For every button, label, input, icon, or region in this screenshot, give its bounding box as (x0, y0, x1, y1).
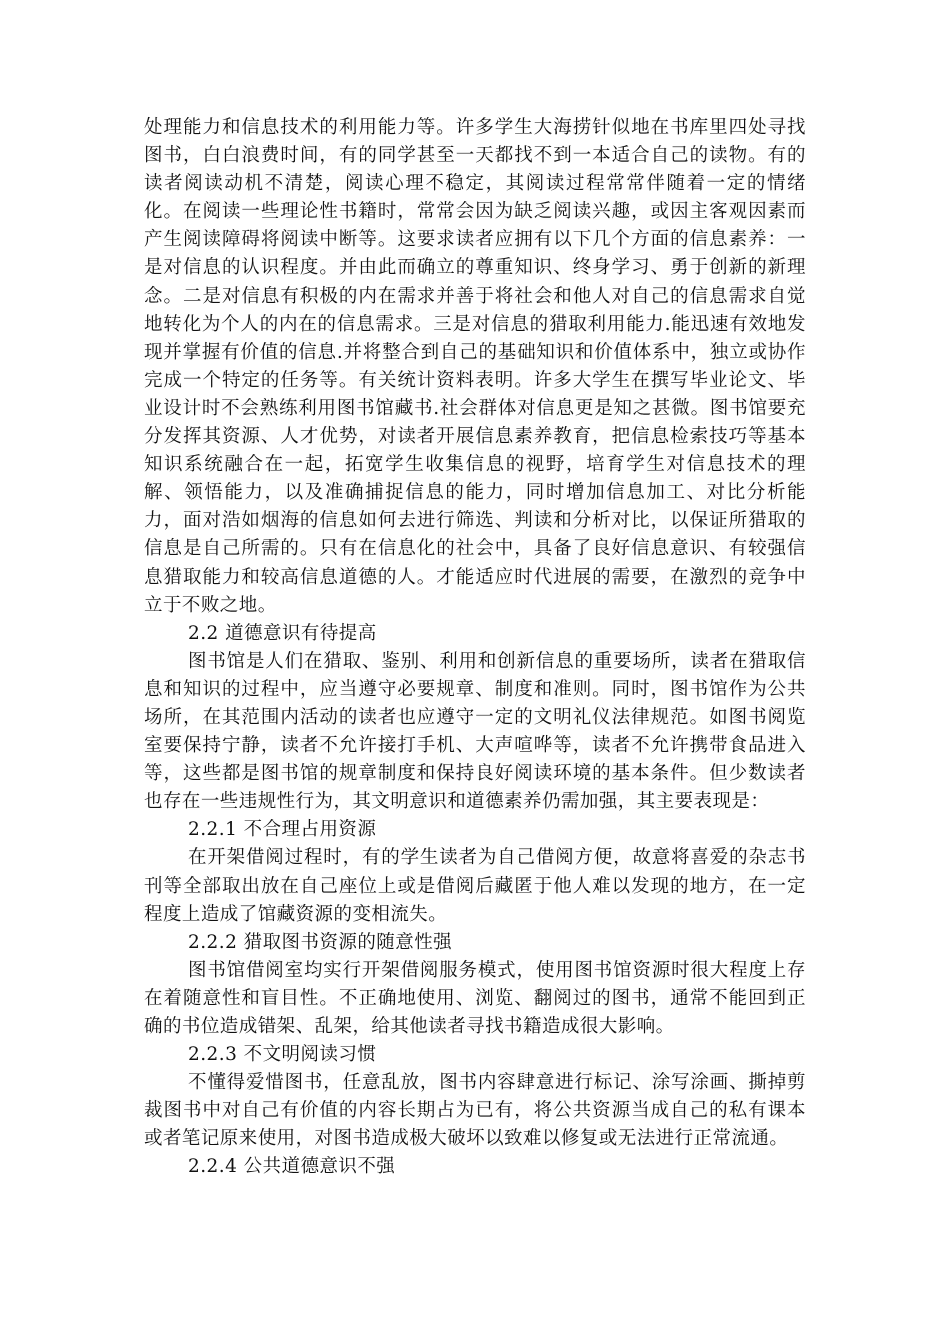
section-heading-2-2: 2.2 道德意识有待提高 (188, 622, 377, 644)
paragraph-uncivilized-reading: 不懂得爱惜图书，任意乱放，图书内容肆意进行标记、涂写涂画、撕掉剪裁图书中对自己有价值的内容长期占为已有，将公共资源当成自己的私有课本或者笔记原来使用，对图书造成极大破坏以致难以修复或无法进行正常流通。 (144, 1072, 806, 1150)
paragraph-information-literacy: 处理能力和信息技术的利用能力等。许多学生大海捞针似地在书库里四处寻找图书，白白浪费时间，有的同学甚至一天都找不到一本适合自己的读物。有的读者阅读动机不清楚，阅读心理不稳定，其阅读过程常常伴随着一定的情绪化。在阅读一些理论性书籍时，常常会因为缺乏阅读兴趣，或因主客观因素而产生阅读障碍将阅读中断等。这要求读者应拥有以下几个方面的信息素养：一是对信息的认识程度。并由此而确立的尊重知识、终身学习、勇于创新的新理念。二是对信息有积极的内在需求并善于将社会和他人对自己的信息需求自觉地转化为个人的内在的信息需求。三是对信息的猎取利用能力.能迅速有效地发现并掌握有价值的信息.并将整合到自己的基础知识和价值体系中，独立或协作完成一个特定的任务等。有关统计资料表明。许多大学生在撰写毕业论文、毕业设计时不会熟练利用图书馆藏书.社会群体对信息更是知之甚微。图书馆要充分发挥其资源、人才优势，对读者开展信息素养教育，把信息检索技巧等基本知识系统融合在一起，拓宽学生收集信息的视野，培育学生对信息技术的理解、领悟能力，以及准确捕捉信息的能力，同时增加信息加工、对比分析能力，面对浩如烟海的信息如何去进行筛选、判读和分析对比，以保证所猎取的信息是自己所需的。只有在信息化的社会中，具备了良好信息意识、有较强信息猎取能力和较高信息道德的人。才能适应时代进展的需要，在激烈的竞争中立于不败之地。 (144, 117, 806, 616)
section-heading-2-2-2: 2.2.2 猎取图书资源的随意性强 (188, 931, 453, 953)
paragraph-unreasonable-occupation: 在开架借阅过程时，有的学生读者为自己借阅方便，故意将喜爱的杂志书刊等全部取出放在自己座位上或是借阅后藏匿于他人难以发现的地方，在一定程度上造成了馆藏资源的变相流失。 (144, 847, 806, 925)
section-heading-2-2-4: 2.2.4 公共道德意识不强 (188, 1156, 396, 1178)
paragraph-moral-awareness: 图书馆是人们在猎取、鉴别、利用和创新信息的重要场所，读者在猎取信息和知识的过程中，应当遵守必要规章、制度和准则。同时，图书馆作为公共场所，在其范围内活动的读者也应遵守一定的文明礼仪法律规范。如图书阅览室要保持宁静，读者不允许接打手机、大声喧哗等，读者不允许携带食品进入等，这些都是图书馆的规章制度和保持良好阅读环境的基本条件。但少数读者也存在一些违规性行为，其文明意识和道德素养仍需加强，其主要表现是： (144, 650, 806, 813)
section-heading-2-2-1: 2.2.1 不合理占用资源 (188, 819, 377, 841)
document-page (144, 114, 806, 1182)
section-heading-2-2-3: 2.2.3 不文明阅读习惯 (188, 1044, 377, 1066)
paragraph-randomness: 图书馆借阅室均实行开架借阅服务模式，使用图书馆资源时很大程度上存在着随意性和盲目性。不正确地使用、浏览、翻阅过的图书，通常不能回到正确的书位造成错架、乱架，给其他读者寻找书籍造成很大影响。 (144, 959, 806, 1037)
